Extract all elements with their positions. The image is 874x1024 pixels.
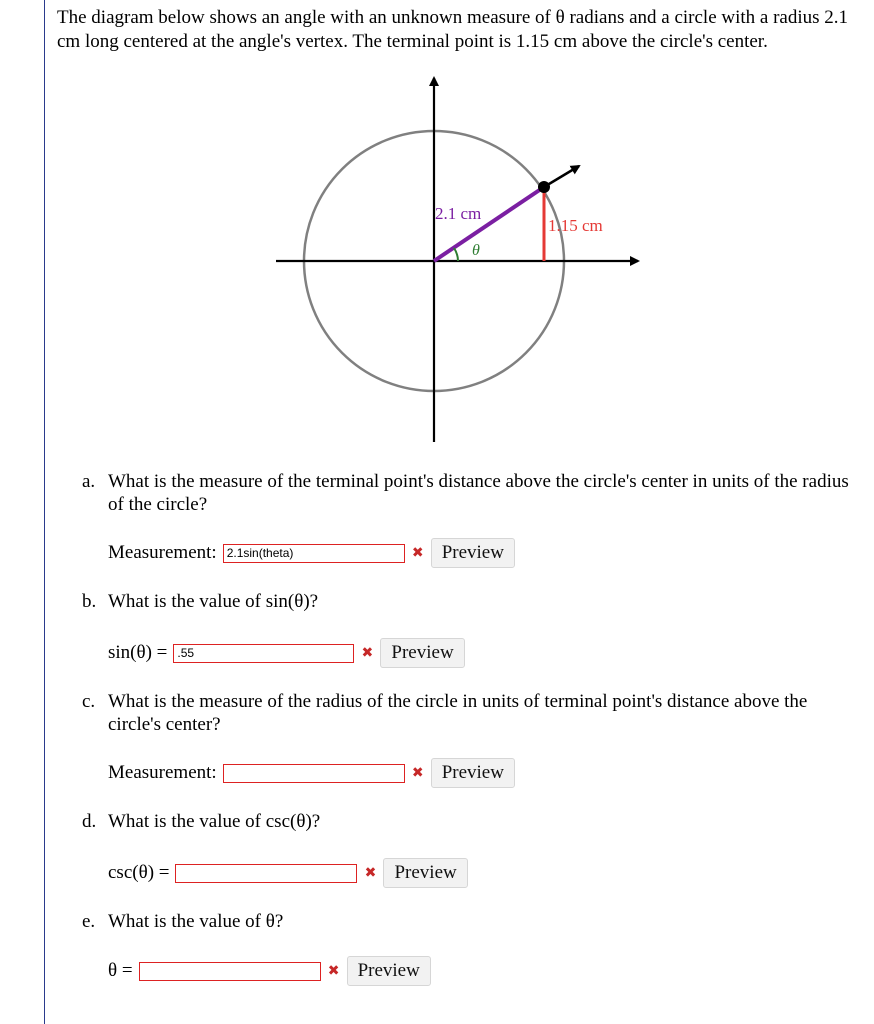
x-mark-icon: ✖ xyxy=(364,865,377,881)
answer-row-e xyxy=(108,956,431,986)
radius-segment xyxy=(434,187,544,261)
answer-b-label: sin(θ) = xyxy=(108,642,168,663)
preview-a-button[interactable]: Preview xyxy=(431,538,515,568)
answer-e-input[interactable] xyxy=(139,962,321,981)
question-a-letter: a. xyxy=(82,471,96,492)
terminal-ray xyxy=(544,166,579,187)
question-c-letter: c. xyxy=(82,691,96,712)
angle-arc xyxy=(454,248,458,261)
question-d-text: What is the value of csc(θ)? xyxy=(108,811,321,832)
answer-a-input[interactable] xyxy=(223,544,405,563)
left-border xyxy=(44,0,45,1024)
question-d-letter: d. xyxy=(82,811,97,832)
question-b-letter: b. xyxy=(82,591,97,612)
terminal-point xyxy=(538,181,550,193)
question-a-text: What is the measure of the terminal point's distance above the circle's center in units of the radius of the circle? xyxy=(108,471,849,515)
angle-circle-diagram xyxy=(270,70,650,450)
question-d xyxy=(82,810,852,833)
question-c-text: What is the measure of the radius of the circle in units of terminal point's distance above the circle's center? xyxy=(108,691,808,735)
x-mark-icon: ✖ xyxy=(361,645,374,661)
preview-d-button[interactable]: Preview xyxy=(383,858,467,888)
angle-label: θ xyxy=(472,242,480,259)
problem-statement: The diagram below shows an angle with an unknown measure of θ radians and a circle with a radius 2.1 cm long centered at the angle's vertex. The terminal point is 1.15 cm above the circle's center. xyxy=(57,7,849,52)
answer-d-label: csc(θ) = xyxy=(108,862,170,883)
answer-row-a xyxy=(108,538,515,568)
preview-b-button[interactable]: Preview xyxy=(380,638,464,668)
x-mark-icon: ✖ xyxy=(411,765,424,781)
question-e-text: What is the value of θ? xyxy=(108,911,284,932)
question-b xyxy=(82,590,852,613)
answer-row-b xyxy=(108,638,465,668)
answer-row-d xyxy=(108,858,468,888)
preview-c-button[interactable]: Preview xyxy=(431,758,515,788)
question-c xyxy=(82,690,852,736)
question-e-letter: e. xyxy=(82,911,96,932)
x-mark-icon: ✖ xyxy=(327,963,340,979)
preview-e-button[interactable]: Preview xyxy=(347,956,431,986)
answer-c-input[interactable] xyxy=(223,764,405,783)
question-b-text: What is the value of sin(θ)? xyxy=(108,591,319,612)
x-mark-icon: ✖ xyxy=(411,545,424,561)
answer-row-c xyxy=(108,758,515,788)
answer-c-label: Measurement: xyxy=(108,762,217,783)
answer-a-label: Measurement: xyxy=(108,542,217,563)
answer-e-label: θ = xyxy=(108,960,133,981)
height-label: 1.15 cm xyxy=(548,216,603,235)
question-e xyxy=(82,910,852,933)
question-a xyxy=(82,470,852,516)
answer-b-input[interactable] xyxy=(173,644,354,663)
answer-d-input[interactable] xyxy=(175,864,357,883)
radius-label: 2.1 cm xyxy=(435,204,482,223)
